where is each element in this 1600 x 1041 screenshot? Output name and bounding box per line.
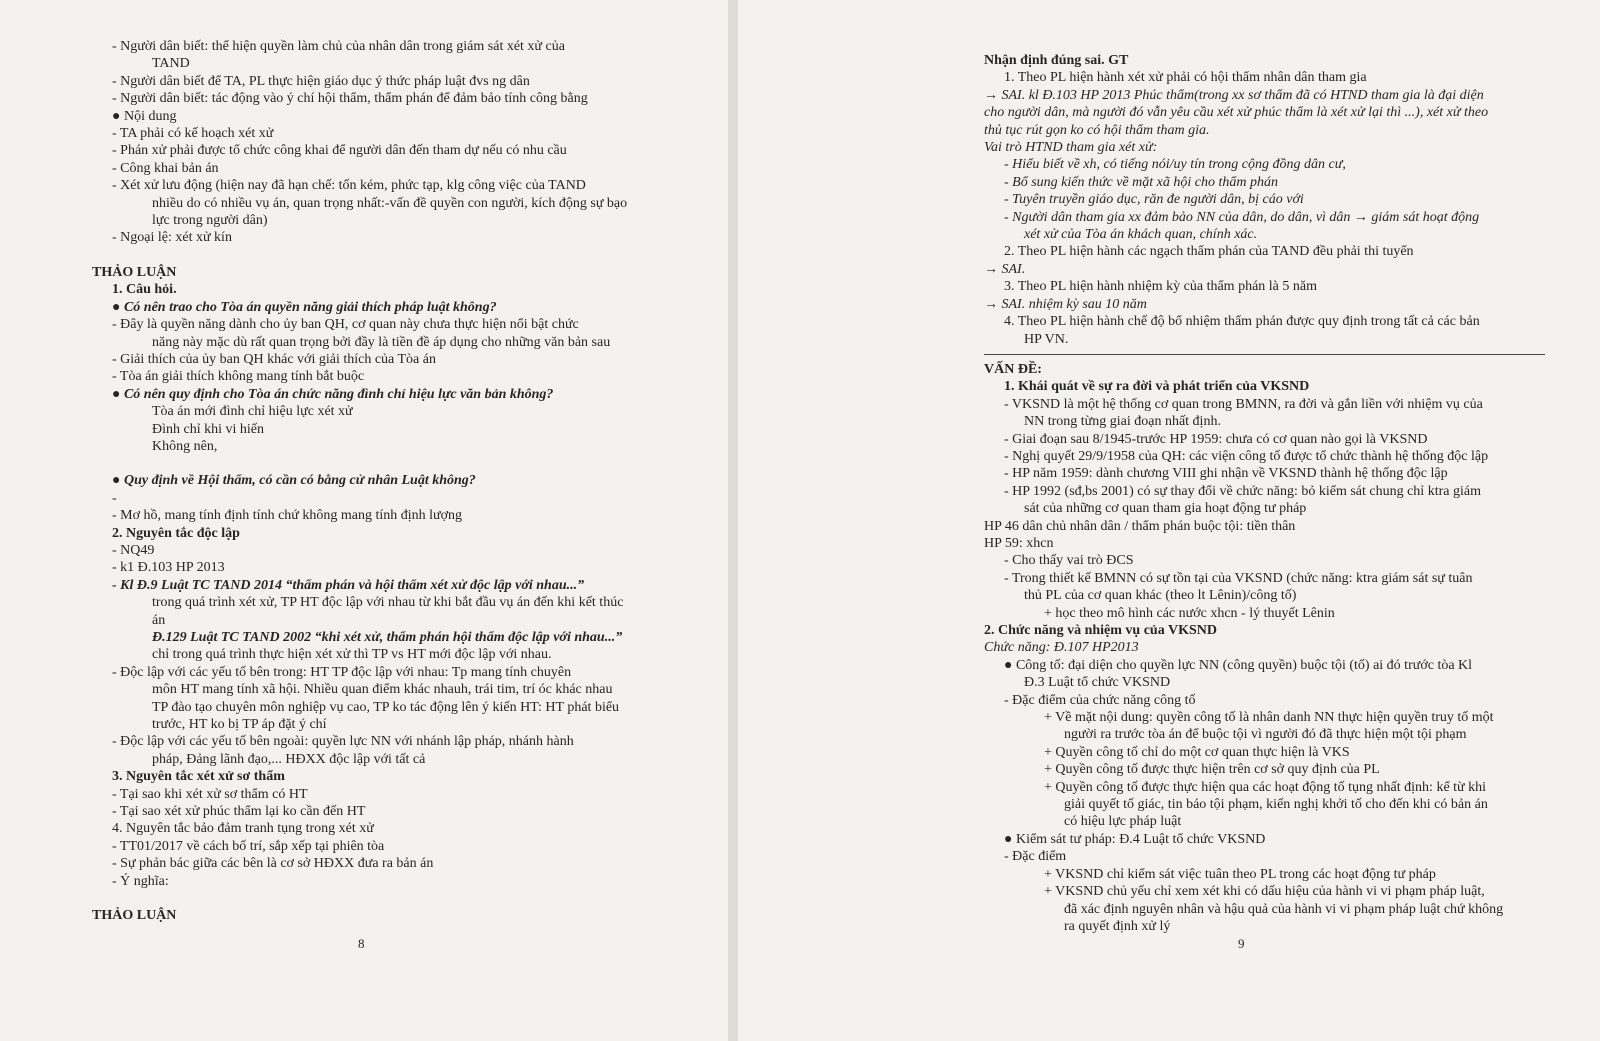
text-line: + Quyền công tố chỉ do một cơ quan thực hiện là VKS (1044, 744, 1350, 760)
text-line: - TA phải có kế hoạch xét xử (112, 126, 274, 142)
text-line (92, 890, 658, 907)
text-line: HP VN. (1024, 331, 1069, 347)
text-line: 2. Chức năng và nhiệm vụ của VKSND (984, 623, 1217, 638)
text-line: THẢO LUẬN (92, 908, 177, 924)
text-line: người ra trước tòa án để buộc tội vì người đó đã thực hiện một tội phạm (1064, 727, 1467, 743)
text-line: 3. Theo PL hiện hành nhiệm kỳ của thẩm phán là 5 năm (1004, 279, 1317, 295)
text-line: - Bổ sung kiến thức về mặt xã hội cho thẩm phán (1004, 174, 1278, 190)
text-line (984, 354, 1545, 355)
text-line: HP 46 dân chủ nhân dân / thẩm phán buộc tội: tiền thân (984, 518, 1296, 534)
text-line: - Mơ hồ, mang tính định tính chứ không mang tính định lượng (112, 508, 463, 524)
text-line: - Người dân tham gia xx đảm bảo NN của dân, do dân, vì dân → giám sát hoạt động (1004, 209, 1480, 225)
text-line: + Quyền công tố được thực hiện qua các hoạt động tố tụng nhất định: kể từ khi (1044, 779, 1487, 795)
text-line: - Phán xử phải được tổ chức công khai để người dân đến tham dự nếu có nhu cầu (112, 143, 567, 159)
text-line: trước, HT ko bị TP áp đặt ý chí (152, 717, 327, 733)
text-line: - Tuyên truyền giáo dục, răn đe người dân, bị cáo với (1004, 192, 1304, 208)
text-line: VẤN ĐỀ: (984, 361, 1042, 377)
page-number-right: 9 (1238, 936, 1245, 951)
text-line: giải quyết tố giác, tin báo tội phạm, kiến nghị khởi tố cho đến khi có bản án (1064, 797, 1488, 813)
text-line: 1. Câu hỏi. (112, 282, 177, 298)
text-line: xét xử của Tòa án khách quan, chính xác. (1024, 227, 1258, 243)
text-line: ● Quy định về Hội thẩm, có cần có bằng cử nhân Luật không? (112, 473, 476, 489)
text-line: - Đặc điểm (1004, 849, 1067, 865)
text-line: Không nên, (152, 438, 218, 454)
text-line: 1. Theo PL hiện hành xét xử phải có hội thẩm nhân dân tham gia (1004, 70, 1367, 86)
text-line: ● Có nên quy định cho Tòa án chức năng đình chỉ hiệu lực văn bản không? (112, 386, 554, 402)
text-line: → SAI. nhiệm kỳ sau 10 năm (984, 296, 1147, 312)
left-page-text (92, 38, 658, 925)
text-line: + Quyền công tố được thực hiện trên cơ sở quy định của PL (1044, 762, 1380, 778)
text-line: - Độc lập với các yếu tố bên trong: HT TP độc lập với nhau: Tp mang tính chuyên (112, 664, 572, 680)
text-line: - Sự phản bác giữa các bên là cơ sở HĐXX đưa ra bản án (112, 856, 434, 872)
text-line: - (112, 490, 117, 506)
text-line: sát của những cơ quan tham gia hoạt động tư pháp (1024, 501, 1307, 517)
text-line: có hiệu lực pháp luật (1064, 814, 1182, 830)
text-line: thủ PL của cơ quan khác (theo lt Lênin)/công tố) (1024, 588, 1297, 604)
text-line: Vai trò HTND tham gia xét xử: (984, 140, 1158, 156)
text-line: → SAI. (984, 261, 1026, 277)
text-line: - NQ49 (112, 542, 155, 558)
text-line: + VKSND chỉ kiểm sát việc tuân theo PL trong các hoạt động tư pháp (1044, 866, 1436, 882)
text-line: - HP 1992 (sđ,bs 2001) có sự thay đổi về chức năng: bỏ kiểm sát chung chỉ ktra giám (1004, 483, 1481, 499)
text-line: - Nghị quyết 29/9/1958 của QH: các viện công tố được tổ chức thành hệ thống độc lập (1004, 448, 1489, 464)
text-line: - TT01/2017 về cách bố trí, sắp xếp tại phiên tòa (112, 838, 385, 854)
text-line: pháp, Đảng lãnh đạo,... HĐXX độc lập với tất cả (152, 751, 426, 767)
text-line: 3. Nguyên tắc xét xử sơ thẩm (112, 769, 285, 785)
text-line: Tòa án mới đình chỉ hiệu lực xét xử (152, 404, 353, 420)
text-line: 4. Theo PL hiện hành chế độ bổ nhiệm thẩm phán được quy định trong tất cả các bản (1004, 314, 1480, 330)
text-line: ● Nội dung (112, 108, 177, 124)
text-line: - Người dân biết để TA, PL thực hiện giáo dục ý thức pháp luật đvs ng dân (112, 73, 530, 89)
text-line: - VKSND là một hệ thống cơ quan trong BMNN, ra đời và gắn liền với nhiệm vụ của (1004, 396, 1483, 412)
text-line: - k1 Đ.103 HP 2013 (112, 560, 225, 576)
text-line: năng này mặc dù rất quan trọng bởi đầy là tiền đề áp dụng cho những văn bản sau (152, 334, 611, 350)
text-line: - Người dân biết: thể hiện quyền làm chủ của nhân dân trong giám sát xét xử của (112, 39, 565, 54)
page-gutter (728, 0, 738, 1041)
text-line: TAND (152, 56, 190, 72)
text-line: ● Kiểm sát tư pháp: Đ.4 Luật tổ chức VKSND (1004, 831, 1266, 847)
text-line: ● Công tố: đại diện cho quyền lực NN (công quyền) buộc tội (tố) ai đó trước tòa Kl (1004, 657, 1473, 673)
text-line: cho người dân, mà người đó vẫn yêu cầu xét xử phúc thẩm là xét xử lại thì ...), xét xử theo (984, 105, 1489, 121)
text-line: - Độc lập với các yếu tố bên ngoài: quyền lực NN với nhánh lập pháp, nhánh hành (112, 734, 574, 750)
text-line: chỉ trong quá trình thực hiện xét xử thì TP vs HT mới độc lập với nhau. (152, 647, 552, 663)
text-line: - Người dân biết: tác động vào ý chí hội thẩm, thẩm phán để đảm bảo tính công bằng (112, 91, 588, 107)
page-number-left: 8 (358, 936, 365, 951)
text-line (92, 455, 658, 472)
text-line: - Tại sao khi xét xử sơ thẩm có HT (112, 786, 308, 802)
text-line: - HP năm 1959: dành chương VIII ghi nhận về VKSND thành hệ thống độc lập (1004, 466, 1448, 482)
right-page (738, 0, 1600, 1041)
text-line: Đ.129 Luật TC TAND 2002 “khi xét xử, thẩm phán hội thẩm độc lập với nhau...” (152, 630, 623, 645)
text-line (92, 247, 658, 264)
text-line: - Đặc điểm của chức năng công tố (1004, 692, 1196, 708)
text-line: 1. Khái quát về sự ra đời và phát triển của VKSND (1004, 379, 1310, 395)
text-line: lực trong người dân) (152, 213, 268, 229)
text-line: 2. Nguyên tắc độc lập (112, 525, 240, 541)
text-line: môn HT mang tính xã hội. Nhiều quan điểm khác nhauh, trái tim, trí óc khác nhau (152, 682, 613, 698)
right-page-text (984, 52, 1545, 935)
text-line: - Ý nghĩa: (112, 873, 169, 889)
text-line: - Cho thấy vai trò ĐCS (1004, 553, 1134, 569)
text-line: - Giải thích của ủy ban QH khác với giải thích của Tòa án (112, 351, 436, 367)
text-line: - Xét xử lưu động (hiện nay đã hạn chế: tốn kém, phức tạp, klg công việc của TAND (112, 178, 586, 194)
text-line: - Hiểu biết về xh, có tiếng nói/uy tín trong cộng đồng dân cư, (1004, 157, 1346, 173)
text-line: 4. Nguyên tắc bảo đảm tranh tụng trong xét xử (112, 821, 374, 837)
text-line: - Tòa án giải thích không mang tính bắt buộc (112, 369, 365, 385)
text-line: + VKSND chủ yếu chỉ xem xét khi có dấu hiệu của hành vi vi phạm pháp luật, (1044, 884, 1485, 900)
text-line: - Trong thiết kế BMNN có sự tồn tại của VKSND (chức năng: ktra giám sát sự tuân (1004, 570, 1473, 586)
text-line: đã xác định nguyên nhân và hậu quả của hành vi vi phạm pháp luật chứ không (1064, 901, 1504, 917)
text-line: Đ.3 Luật tổ chức VKSND (1024, 675, 1171, 691)
text-line: - Đây là quyền năng dành cho ủy ban QH, cơ quan này chưa thực hiện nổi bật chức (112, 317, 579, 333)
text-line: - Tại sao xét xử phúc thẩm lại ko cần đến HT (112, 804, 366, 820)
text-line: → SAI. kl Đ.103 HP 2013 Phúc thẩm(trong xx sơ thẩm đã có HTND tham gia là đại diện (984, 87, 1484, 103)
text-line: ra quyết định xử lý (1064, 918, 1171, 934)
text-line: + Về mặt nội dung: quyền công tố là nhân danh NN thực hiện quyền truy tố một (1044, 710, 1494, 726)
left-page (0, 0, 728, 1041)
text-line: án (152, 612, 166, 628)
text-line: - Công khai bản án (112, 160, 219, 176)
text-line: Nhận định đúng sai. GT (984, 53, 1129, 68)
text-line: - Ngoại lệ: xét xử kín (112, 230, 232, 246)
text-line: + học theo mô hình các nước xhcn - lý thuyết Lênin (1044, 605, 1335, 621)
text-line: - Kl Đ.9 Luật TC TAND 2014 “thẩm phán và hội thẩm xét xử độc lập với nhau...” (112, 577, 585, 593)
text-line: TP đào tạo chuyên môn nghiệp vụ cao, TP ko tác động lên ý kiến HT: HT phát biểu (152, 699, 620, 715)
text-line: HP 59: xhcn (984, 535, 1054, 551)
text-line: NN trong từng giai đoạn nhất định. (1024, 414, 1221, 430)
text-line: - Giai đoạn sau 8/1945-trước HP 1959: chưa có cơ quan nào gọi là VKSND (1004, 431, 1428, 447)
text-line: Chức năng: Đ.107 HP2013 (984, 640, 1139, 656)
text-line: 2. Theo PL hiện hành các ngạch thẩm phán của TAND đều phải thi tuyển (1004, 244, 1414, 260)
text-line: trong quá trình xét xử, TP HT độc lập với nhau từ khi bắt đầu vụ án đến khi kết thúc (152, 595, 624, 611)
text-line: ● Có nên trao cho Tòa án quyền năng giải thích pháp luật không? (112, 299, 497, 315)
text-line: Đình chỉ khi vi hiến (152, 421, 264, 437)
text-line: nhiều do có nhiều vụ án, quan trọng nhất:-vấn đề quyền con người, kích động sự bạo (152, 195, 628, 211)
text-line: THẢO LUẬN (92, 264, 177, 280)
text-line: thủ tục rút gọn ko có hội thẩm tham gia. (984, 122, 1210, 138)
